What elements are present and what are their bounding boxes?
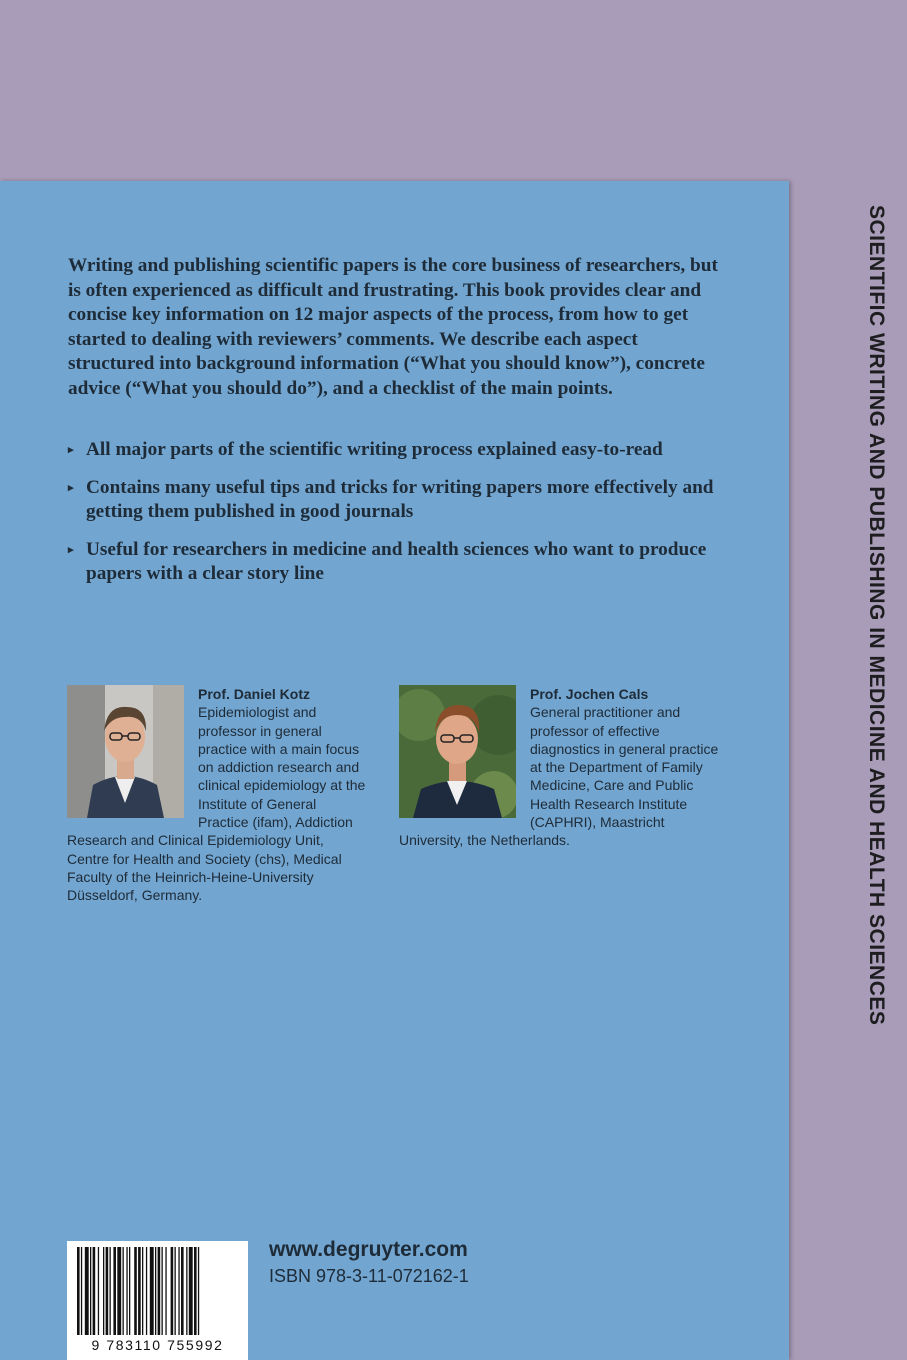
feature-list: [68, 438, 728, 600]
triangle-bullet-icon: ▸: [68, 543, 74, 556]
author-name: Prof. Jochen Cals: [530, 686, 649, 702]
spine-title: SCIENTIFIC WRITING AND PUBLISHING IN MEDICINE AND HEALTH SCIENCES: [865, 205, 888, 1026]
book-spine: [789, 181, 907, 1360]
isbn: ISBN 978-3-11-072162-1: [269, 1266, 469, 1286]
author-photo-cals: [399, 685, 516, 818]
feature-text: Useful for researchers in medicine and health sciences who want to produce papers with a clear story line: [86, 538, 707, 585]
author-name: Prof. Daniel Kotz: [198, 686, 311, 702]
barcode-bars: [67, 1241, 248, 1337]
author-kotz: [67, 685, 367, 905]
author-photo-kotz: [67, 685, 184, 818]
list-item: [68, 438, 728, 463]
feature-text: Contains many useful tips and tricks for writing papers more effectively and getting them published in good journals: [86, 476, 714, 523]
author-bio: General practitioner and professor of effective diagnostics in general practice at the Department of Family Medicine, Care and Public Health Research Institute (CAPHRI), Maastricht University, the Netherlands.: [399, 704, 719, 849]
author-cals: [399, 685, 724, 850]
triangle-bullet-icon: ▸: [68, 444, 74, 456]
list-item: [68, 538, 728, 587]
triangle-bullet-icon: ▸: [68, 481, 74, 494]
publisher-website: www.degruyter.com: [269, 1238, 468, 1261]
feature-text: All major parts of the scientific writing process explained easy-to-read: [86, 439, 663, 460]
list-item: [68, 476, 728, 525]
author-bio: Epidemiologist and professor in general practice with a main focus on addiction research and clinical epidemiology at the Institute of General Practice (ifam), Addiction Research and Clinical Epidemiology Unit, Centre for Health and Society (chs), Medical Faculty of the Heinrich-Heine-University Düsseldorf, Germany.: [67, 704, 366, 904]
barcode-number: 9 783110 755992: [91, 1337, 224, 1353]
barcode: [67, 1241, 248, 1360]
book-blurb: Writing and publishing scientific papers is the core business of researchers, but is often experienced as difficult and frustrating. This book provides clear and concise key information on 12 major aspects of the process, from how to get started to dealing with reviewers’ comments. We describe each aspect structured into background information (“What you should know”), concrete advice (“What you should do”), and a checklist of the main points.: [68, 255, 718, 399]
